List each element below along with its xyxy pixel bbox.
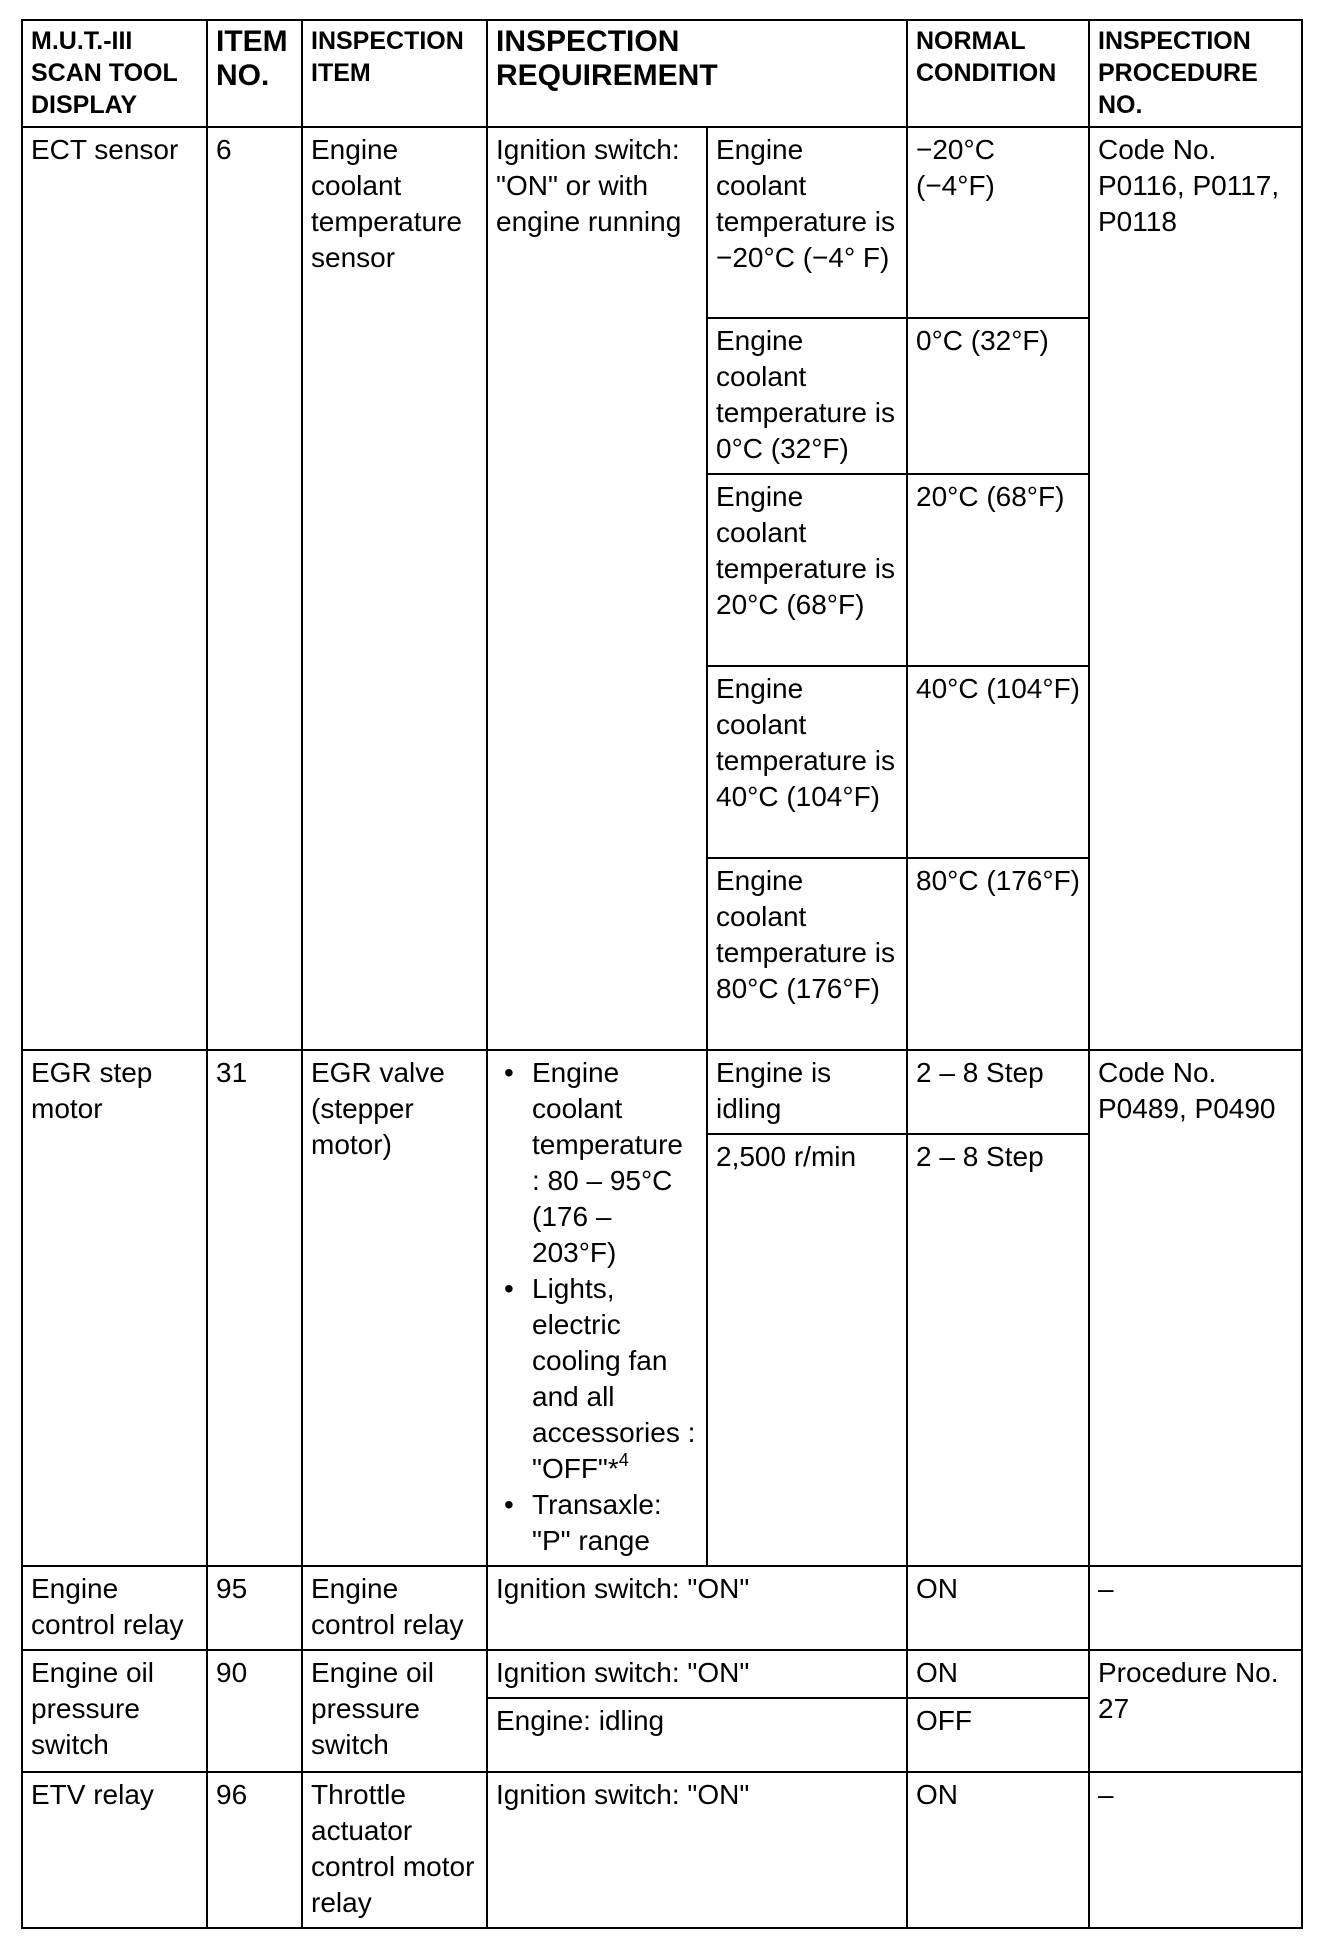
ect-requirement: Ignition switch: "ON" or with engine running — [487, 127, 707, 1050]
ect-normal-2: 0°C (32°F) — [907, 318, 1089, 474]
ect-condition-5: Engine coolant temperature is 80°C (176°F) — [707, 858, 907, 1050]
oil-item: Engine oil pressure switch — [302, 1650, 487, 1772]
table-row-oil — [22, 1650, 1302, 1698]
inspection-table — [21, 19, 1303, 1929]
egr-item: EGR valve (stepper motor) — [302, 1050, 487, 1566]
etv-requirement: Ignition switch: "ON" — [487, 1772, 907, 1928]
egr-condition-2: 2,500 r/min — [707, 1134, 907, 1566]
header-procedure-no: INSPECTION PROCEDURE NO. — [1089, 20, 1302, 127]
oil-display: Engine oil pressure switch — [22, 1650, 207, 1772]
ecr-item-no: 95 — [207, 1566, 302, 1650]
ecr-display: Engine control relay — [22, 1566, 207, 1650]
egr-bullet-lights — [496, 1271, 698, 1487]
egr-normal-2: 2 – 8 Step — [907, 1134, 1089, 1566]
ect-normal-4: 40°C (104°F) — [907, 666, 1089, 858]
ect-normal-5: 80°C (176°F) — [907, 858, 1089, 1050]
header-display: M.U.T.-III SCAN TOOL DISPLAY — [22, 20, 207, 127]
ect-condition-2: Engine coolant temperature is 0°C (32°F) — [707, 318, 907, 474]
egr-bullet-transaxle: • Transaxle: "P" range — [496, 1487, 698, 1559]
oil-item-no: 90 — [207, 1650, 302, 1772]
etv-item: Throttle actuator control motor relay — [302, 1772, 487, 1928]
egr-bullet-footnote: 4 — [618, 1450, 629, 1470]
ect-item: Engine coolant temperature sensor — [302, 127, 487, 1050]
egr-normal-1: 2 – 8 Step — [907, 1050, 1089, 1134]
table-row-ect — [22, 127, 1302, 318]
egr-requirement — [487, 1050, 707, 1566]
header-item-no: ITEM NO. — [207, 20, 302, 127]
etv-procedure: – — [1089, 1772, 1302, 1928]
ect-procedure: Code No. P0116, P0117, P0118 — [1089, 127, 1302, 1050]
header-inspection-item: INSPECTION ITEM — [302, 20, 487, 127]
ect-item-no: 6 — [207, 127, 302, 1050]
oil-requirement-2: Engine: idling — [487, 1698, 907, 1772]
header-row — [22, 20, 1302, 127]
etv-item-no: 96 — [207, 1772, 302, 1928]
oil-requirement-1: Ignition switch: "ON" — [487, 1650, 907, 1698]
egr-requirement-list — [496, 1055, 698, 1559]
ect-condition-3: Engine coolant temperature is 20°C (68°F) — [707, 474, 907, 666]
egr-display: EGR step motor — [22, 1050, 207, 1566]
egr-procedure: Code No. P0489, P0490 — [1089, 1050, 1302, 1566]
ecr-requirement: Ignition switch: "ON" — [487, 1566, 907, 1650]
ect-normal-1: −20°C (−4°F) — [907, 127, 1089, 318]
ecr-normal: ON — [907, 1566, 1089, 1650]
egr-bullet-lights-text: Lights, electric cooling fan and all accessories : "OFF"* — [532, 1273, 696, 1484]
egr-bullet-coolant: • Engine coolant temperature : 80 – 95°C (176 – 203°F) — [496, 1055, 698, 1271]
ect-normal-3: 20°C (68°F) — [907, 474, 1089, 666]
table-row-ecr — [22, 1566, 1302, 1650]
ecr-procedure: – — [1089, 1566, 1302, 1650]
egr-item-no: 31 — [207, 1050, 302, 1566]
oil-procedure: Procedure No. 27 — [1089, 1650, 1302, 1772]
table-row-etv — [22, 1772, 1302, 1928]
ect-condition-1: Engine coolant temperature is −20°C (−4° F) — [707, 127, 907, 318]
ect-display: ECT sensor — [22, 127, 207, 1050]
ecr-item: Engine control relay — [302, 1566, 487, 1650]
oil-normal-2: OFF — [907, 1698, 1089, 1772]
egr-condition-1: Engine is idling — [707, 1050, 907, 1134]
table-row-egr — [22, 1050, 1302, 1134]
ect-condition-4: Engine coolant temperature is 40°C (104°F) — [707, 666, 907, 858]
etv-display: ETV relay — [22, 1772, 207, 1928]
header-normal-condition: NORMAL CONDITION — [907, 20, 1089, 127]
etv-normal: ON — [907, 1772, 1089, 1928]
header-requirement: INSPECTION REQUIREMENT — [487, 20, 907, 127]
oil-normal-1: ON — [907, 1650, 1089, 1698]
